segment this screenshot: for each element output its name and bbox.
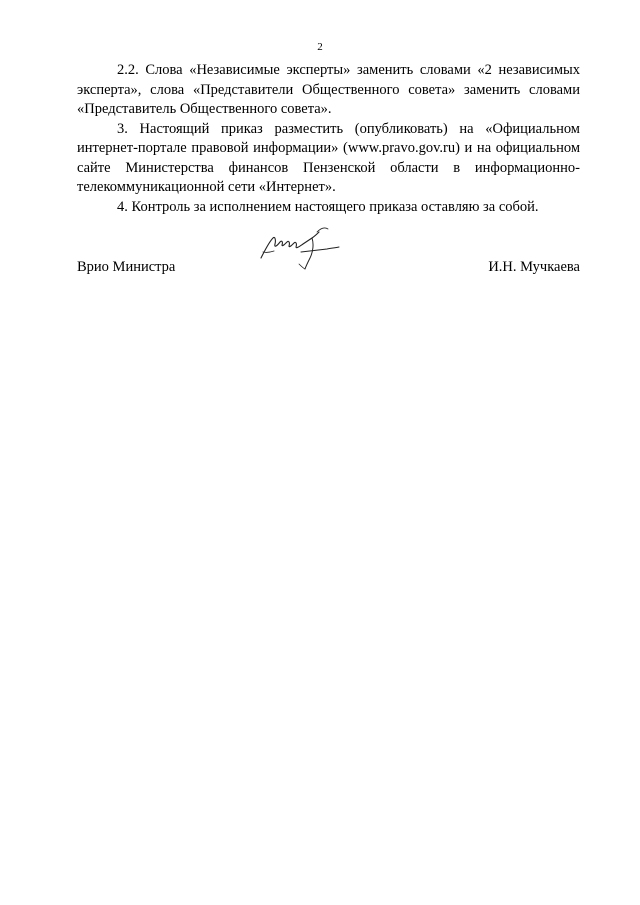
page-number: 2 bbox=[317, 41, 323, 53]
paragraph-4: 4. Контроль за исполнением настоящего приказа оставляю за собой. bbox=[117, 198, 539, 215]
document-body bbox=[77, 61, 580, 217]
signer-name: И.Н. Мучкаева bbox=[488, 259, 580, 275]
signer-title: Врио Министра bbox=[77, 259, 176, 275]
signature-block bbox=[77, 257, 580, 277]
paragraph-2-2: 2.2. Слова «Независимые эксперты» заменить словами «2 независимых эксперта», слова «Представители Общественного совета» заменить словами «Представитель Общественного совета». bbox=[77, 62, 580, 117]
paragraph-3: 3. Настоящий приказ разместить (опубликовать) на «Официальном интернет-портале правовой информации» (www.pravo.gov.ru) и на официальном сайте Министерства финансов Пензенской области в информационно-телекоммуникационной сети «Интернет». bbox=[77, 120, 580, 195]
